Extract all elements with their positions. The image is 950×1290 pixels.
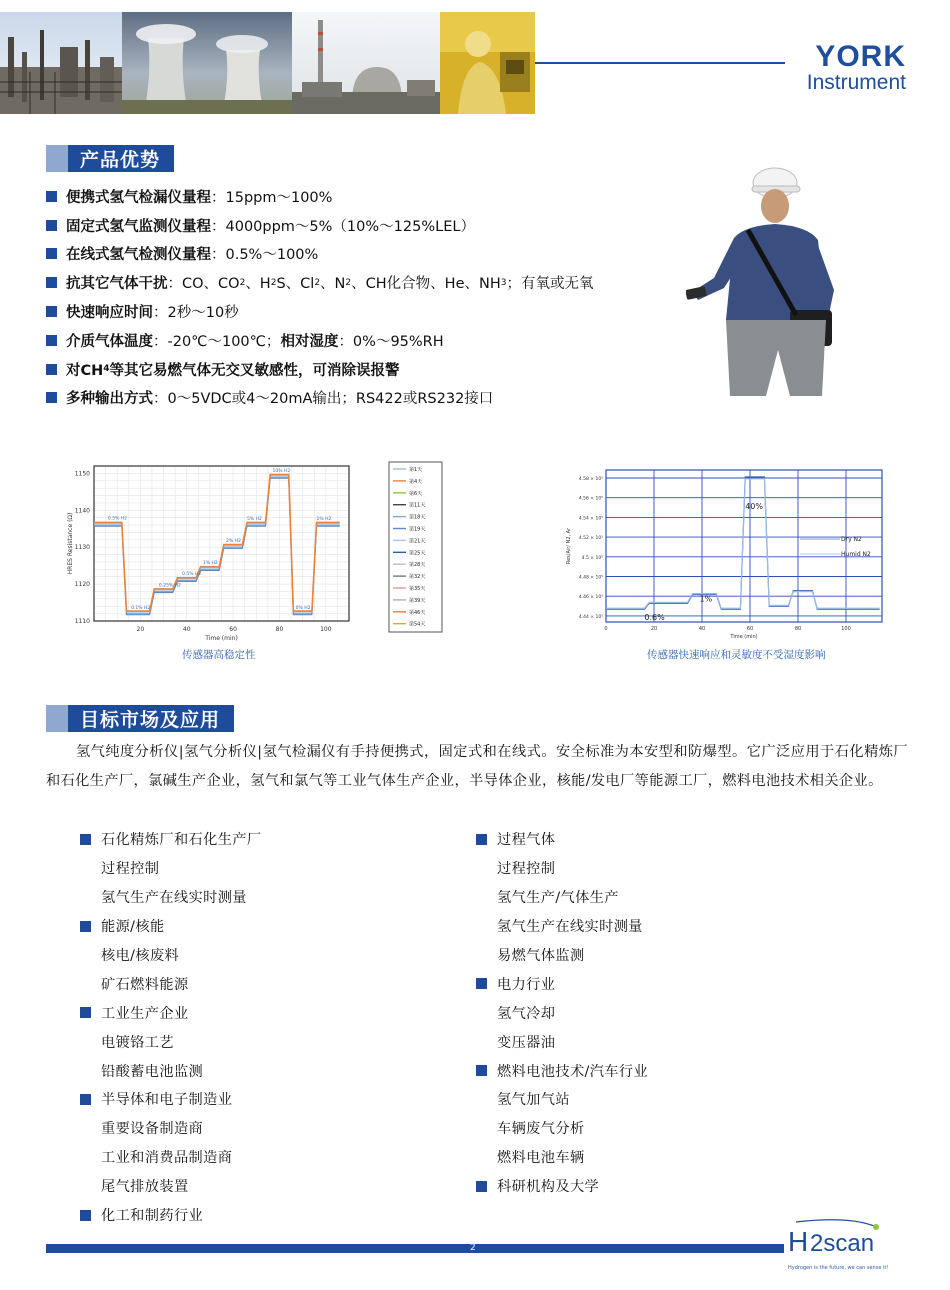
york-logo bbox=[807, 42, 906, 93]
feature-item: 在线式氢气检测仪量程 ： 0.5%～100% bbox=[46, 240, 686, 269]
list-item-label: 重要设备制造商 bbox=[101, 1121, 204, 1138]
x-axis-label: Time (min) bbox=[730, 634, 758, 640]
list-item bbox=[80, 854, 261, 883]
legend-label: 第1天 bbox=[409, 467, 423, 473]
list-item bbox=[80, 969, 261, 998]
feature-item: 快速响应时间 ： 2秒～10秒 bbox=[46, 297, 686, 326]
data-label: 0.5% H2 bbox=[107, 516, 128, 522]
square-bullet-icon bbox=[80, 1007, 91, 1018]
square-bullet-icon bbox=[80, 1210, 91, 1221]
square-bullet-icon bbox=[46, 248, 57, 259]
square-bullet-icon bbox=[46, 335, 57, 346]
legend-label: 第6天 bbox=[409, 490, 423, 497]
h2scan-logo bbox=[788, 1218, 906, 1271]
square-bullet-icon bbox=[476, 834, 487, 845]
list-item bbox=[476, 854, 648, 883]
square-bullet-icon bbox=[476, 978, 487, 989]
square-bullet-icon bbox=[80, 1094, 91, 1105]
square-bullet-icon bbox=[476, 1065, 487, 1076]
list-item-label: 能源/核能 bbox=[101, 919, 165, 936]
legend-label: 第18天 bbox=[409, 514, 426, 521]
feature-item: 抗其它气体干扰 ： CO、CO 2 、H 2 S、Cl 2 、N 2 、CH化合物、He、NH 3 ；有氧或无氧 bbox=[46, 268, 686, 297]
square-bullet-icon bbox=[476, 1181, 487, 1192]
list-item bbox=[476, 1056, 648, 1085]
y-tick-label: 4.46 × 10⁵ bbox=[578, 595, 603, 601]
square-bullet-icon bbox=[46, 220, 57, 231]
feature-list bbox=[46, 182, 686, 412]
brand-subname: Instrument bbox=[806, 71, 906, 94]
stability-legend bbox=[388, 461, 444, 633]
market-intro-paragraph: 氢气纯度分析仪|氢气分析仪|氢气检漏仪有手持便携式，固定式和在线式。安全标准为本安型和防爆型。它广泛应用于石化精炼厂和石化生产厂，氯碱生产企业，氢气和氯气等工业气体生产企业，半导体企业，核能/发电厂等能源工厂，燃料电池技术相关企业。 bbox=[46, 744, 908, 789]
chart-axes bbox=[67, 466, 349, 642]
y-tick-label: 1110 bbox=[74, 618, 90, 625]
list-item bbox=[80, 1027, 261, 1056]
feature-item: 介质气体温度 ： -20℃～100℃； 相对湿度 ：0%～95%RH bbox=[46, 326, 686, 355]
y-tick-label: 1140 bbox=[74, 507, 90, 515]
list-item bbox=[476, 825, 648, 854]
list-item bbox=[476, 1172, 648, 1201]
header-divider bbox=[535, 62, 785, 64]
list-item-label: 铅酸蓄电池监测 bbox=[101, 1063, 204, 1080]
list-item bbox=[476, 941, 648, 970]
x-tick-label: 60 bbox=[746, 626, 754, 632]
list-item bbox=[80, 883, 261, 912]
legend-label: 第35天 bbox=[409, 586, 426, 592]
list-item-label: 石化精炼厂和石化生产厂 bbox=[101, 832, 262, 849]
list-item-label: 过程控制 bbox=[101, 861, 160, 878]
legend-label: 第54天 bbox=[409, 621, 426, 628]
feature-item: 固定式氢气监测仪量程 ： 4000ppm～5%（10%～125%LEL） bbox=[46, 211, 686, 240]
square-bullet-icon bbox=[46, 277, 57, 288]
chart-grid bbox=[94, 466, 349, 621]
list-item-label: 过程控制 bbox=[497, 861, 556, 878]
worker-with-detector-image bbox=[686, 160, 901, 404]
list-item-label: 车辆废气分析 bbox=[497, 1121, 585, 1138]
list-item-label: 氢气加气站 bbox=[497, 1092, 570, 1109]
list-item-label: 氢气生产在线实时测量 bbox=[101, 890, 247, 907]
svg-text:H: H bbox=[788, 1226, 809, 1257]
list-item bbox=[80, 998, 261, 1027]
nuclear-plant-photo bbox=[292, 12, 440, 114]
legend-label: 第46天 bbox=[409, 609, 426, 616]
x-tick-label: 0 bbox=[604, 626, 608, 632]
feature-item: 便携式氢气检漏仪量程 ： 15ppm～100% bbox=[46, 182, 686, 211]
data-label: 0% H2 bbox=[295, 605, 311, 611]
list-item-label: 氢气生产在线实时测量 bbox=[497, 919, 643, 936]
x-tick-label: 100 bbox=[841, 626, 851, 632]
square-bullet-icon bbox=[46, 364, 57, 375]
list-item-label: 科研机构及大学 bbox=[497, 1179, 600, 1196]
list-item-label: 变压器油 bbox=[497, 1034, 556, 1051]
y-axis-label: HRES Resistance (Ω) bbox=[67, 512, 74, 575]
chart-axes bbox=[566, 470, 882, 640]
data-label: 0.1% H2 bbox=[131, 605, 151, 611]
refinery-photo bbox=[0, 12, 122, 114]
y-tick-label: 1130 bbox=[74, 544, 90, 552]
x-axis-label: Time (min) bbox=[205, 635, 238, 642]
list-item bbox=[80, 912, 261, 941]
list-item bbox=[476, 969, 648, 998]
square-bullet-icon bbox=[80, 921, 91, 932]
list-item bbox=[476, 1114, 648, 1143]
y-tick-label: 4.44 × 10⁵ bbox=[578, 614, 603, 620]
list-item-label: 电镀铬工艺 bbox=[101, 1034, 174, 1051]
square-bullet-icon bbox=[80, 834, 91, 845]
legend-label: 第25天 bbox=[409, 550, 426, 557]
legend-label: 第21天 bbox=[409, 538, 426, 545]
legend-label: Dry N2 bbox=[841, 536, 862, 543]
section-title: 产品优势 bbox=[68, 145, 174, 172]
list-item-label: 氢气生产/气体生产 bbox=[497, 890, 619, 907]
list-item bbox=[80, 941, 261, 970]
x-tick-label: 40 bbox=[182, 626, 191, 633]
section-header-market bbox=[46, 705, 234, 732]
section-header-advantages bbox=[46, 145, 174, 172]
list-item bbox=[80, 1114, 261, 1143]
data-label: 1% bbox=[699, 594, 713, 604]
feature-item: 多种输出方式 ： 0～5VDC或4～20mA输出；RS422或RS232接口 bbox=[46, 384, 686, 413]
list-item-label: 半导体和电子制造业 bbox=[101, 1092, 233, 1109]
legend-label: 第19天 bbox=[409, 526, 426, 533]
list-item-label: 燃料电池技术/汽车行业 bbox=[497, 1063, 649, 1080]
legend-label: 第28天 bbox=[409, 562, 426, 569]
section-title: 目标市场及应用 bbox=[68, 705, 234, 732]
cooling-tower-photo bbox=[122, 12, 292, 114]
legend-label: 第11天 bbox=[409, 502, 426, 509]
y-tick-label: 1150 bbox=[74, 470, 90, 478]
list-item bbox=[80, 1056, 261, 1085]
x-tick-label: 40 bbox=[698, 626, 706, 632]
chart-series bbox=[606, 477, 880, 609]
x-tick-label: 20 bbox=[650, 626, 658, 632]
x-tick-label: 100 bbox=[320, 626, 332, 633]
list-item bbox=[80, 825, 261, 854]
square-bullet-icon bbox=[46, 306, 57, 317]
application-list-right bbox=[476, 825, 648, 1201]
list-item-label: 矿石燃料能源 bbox=[101, 976, 189, 993]
square-bullet-icon bbox=[46, 392, 57, 403]
data-label: 5% H2 bbox=[247, 516, 262, 522]
chart-annotations bbox=[108, 468, 332, 611]
list-item-label: 工业生产企业 bbox=[101, 1005, 189, 1022]
list-item-label: 电力行业 bbox=[497, 976, 556, 993]
logo-tagline: Hydrogen is the future, we can sense it! bbox=[788, 1265, 889, 1271]
chart-caption-response: 传感器快速响应和灵敏度不受湿度影响 bbox=[647, 649, 826, 661]
y-tick-label: 1120 bbox=[74, 581, 90, 589]
y-tick-label: 4.58 × 10⁵ bbox=[578, 477, 603, 482]
x-tick-label: 80 bbox=[275, 626, 284, 633]
list-item-label: 燃料电池车辆 bbox=[497, 1150, 585, 1167]
y-tick-label: 4.56 × 10⁵ bbox=[578, 496, 603, 502]
chart-caption-stability: 传感器高稳定性 bbox=[182, 649, 256, 661]
list-item bbox=[476, 912, 648, 941]
list-item-label: 过程气体 bbox=[497, 832, 556, 849]
data-label: 0.6% bbox=[644, 613, 665, 623]
data-label: 10% H2 bbox=[272, 468, 291, 474]
data-label: 2% H2 bbox=[226, 539, 241, 545]
y-tick-label: 4.52 × 10⁵ bbox=[578, 536, 603, 542]
list-item-label: 工业和消费品制造商 bbox=[101, 1150, 233, 1167]
application-list-left bbox=[80, 825, 261, 1229]
y-tick-label: 4.48 × 10⁵ bbox=[578, 575, 603, 581]
data-label: 0.5% H2 bbox=[182, 572, 202, 578]
page-number: 2 bbox=[470, 1243, 476, 1253]
list-item bbox=[476, 1027, 648, 1056]
feature-item: 对CH 4 等其它易燃气体无交叉敏感性，可消除误报警 bbox=[46, 355, 686, 384]
square-bullet-icon bbox=[46, 191, 57, 202]
list-item-label: 尾气排放装置 bbox=[101, 1179, 189, 1196]
x-tick-label: 20 bbox=[136, 626, 145, 633]
plot-frame bbox=[606, 470, 882, 622]
legend-label: 第39天 bbox=[409, 597, 426, 604]
brand-name: YORK bbox=[815, 40, 906, 73]
list-item-label: 易燃气体监测 bbox=[497, 948, 585, 964]
list-item-label: 氢气冷却 bbox=[497, 1005, 556, 1022]
list-item bbox=[476, 1143, 648, 1172]
data-label: 1% H2 bbox=[202, 560, 218, 566]
list-item bbox=[476, 998, 648, 1027]
legend-label: 第32天 bbox=[409, 574, 426, 581]
chart-grid bbox=[606, 470, 882, 622]
legend-label: 第4天 bbox=[409, 478, 423, 485]
chart-annotations bbox=[644, 502, 871, 622]
list-item bbox=[80, 1143, 261, 1172]
list-item bbox=[476, 1085, 648, 1114]
list-item bbox=[476, 883, 648, 912]
y-tick-label: 4.54 × 10⁵ bbox=[578, 516, 603, 522]
data-label: 0.25% H2 bbox=[158, 583, 181, 589]
x-tick-label: 80 bbox=[794, 626, 802, 632]
legend-label: Humid N2 bbox=[841, 551, 871, 558]
y-axis-label: Res/Air/ N2, Ar bbox=[566, 527, 572, 565]
x-tick-label: 60 bbox=[229, 626, 237, 633]
footer-bar bbox=[46, 1244, 784, 1253]
header-banner bbox=[0, 12, 535, 114]
list-item bbox=[80, 1085, 261, 1114]
response-chart bbox=[560, 462, 890, 642]
list-item-label: 核电/核废料 bbox=[101, 948, 180, 964]
data-label: 40% bbox=[745, 502, 763, 512]
y-tick-label: 4.5 × 10⁵ bbox=[581, 555, 603, 561]
svg-text:2scan: 2scan bbox=[810, 1230, 875, 1257]
list-item bbox=[80, 1201, 261, 1230]
list-item bbox=[80, 1172, 261, 1201]
series-line bbox=[606, 479, 880, 608]
lab-worker-photo bbox=[440, 12, 535, 114]
list-item-label: 化工和制药行业 bbox=[101, 1208, 204, 1225]
data-label: 1% H2 bbox=[316, 516, 332, 522]
